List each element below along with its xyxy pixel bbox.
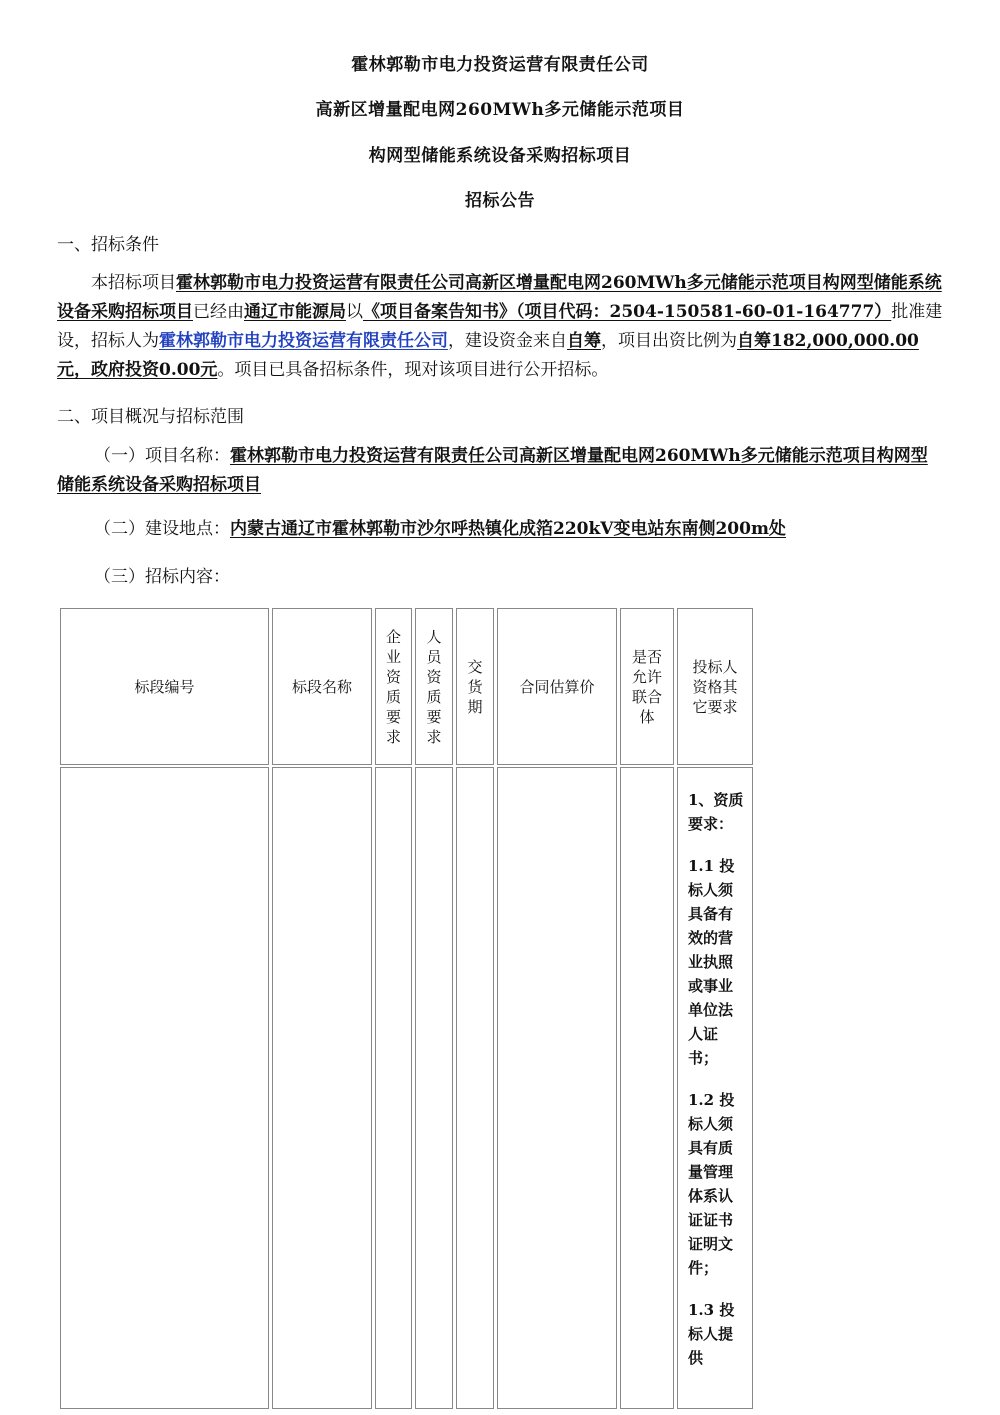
cell-estimated-price: [497, 767, 617, 1409]
col-header-other-requirements: 投标人资格其它要求: [677, 608, 753, 765]
tenderer-link[interactable]: 霍林郭勒市电力投资运营有限责任公司: [159, 331, 448, 351]
item-value: 内蒙古通辽市霍林郭勒市沙尔呼热镇化成箔220kV变电站东南侧200m处: [230, 519, 786, 539]
para-text: 本招标项目: [91, 273, 176, 293]
cell-other-requirements: [677, 767, 753, 1409]
col-header-delivery-period: 交货期: [456, 608, 494, 765]
col-header-consortium-allowed: 是否允许联合体: [620, 608, 674, 765]
requirement-item: 1.2 投标人须具有质量管理体系认证证书证明文件；: [688, 1091, 735, 1277]
project-name-item: [57, 442, 944, 500]
para-text: 批准建设，招标人为: [57, 302, 943, 351]
location-item: [57, 515, 944, 544]
col-header-estimated-price: 合同估算价: [497, 608, 617, 765]
funding-ratio: 自筹182,000,000.00元，政府投资0.00元: [57, 331, 919, 380]
col-header-lot-name: 标段名称: [272, 608, 372, 765]
cell-enterprise-qualification: [375, 767, 412, 1409]
cell-lot-name: [272, 767, 372, 1409]
table-row: [60, 767, 753, 1409]
requirement-item: 1.3 投标人提供: [688, 1301, 735, 1367]
tender-content-table: [57, 606, 756, 1411]
tender-conditions-paragraph: [57, 269, 944, 385]
col-header-enterprise-qualification: 企业资质要求: [375, 608, 412, 765]
para-text: ，项目出资比例为: [601, 331, 737, 351]
requirement-item: 1.1 投标人须具备有效的营业执照或事业单位法人证书；: [688, 857, 735, 1067]
project-name: 霍林郭勒市电力投资运营有限责任公司高新区增量配电网260MWh多元储能示范项目构网型储能系统设备采购招标项目: [57, 273, 942, 322]
requirement-heading: 1、资质要求：: [688, 791, 744, 833]
approval-authority: 通辽市能源局: [244, 302, 346, 322]
para-text: 已经由: [193, 302, 244, 322]
item-value: 霍林郭勒市电力投资运营有限责任公司高新区增量配电网260MWh多元储能示范项目构网型储能系统设备采购招标项目: [57, 446, 928, 495]
item-label: （一）项目名称：: [94, 446, 230, 466]
tender-content-label: （三）招标内容：: [94, 567, 230, 587]
table-header-row: [60, 608, 753, 765]
cell-consortium-allowed: [620, 767, 674, 1409]
section-heading-overview: 二、项目概况与招标范围: [57, 407, 244, 427]
doc-title-line4: 招标公告: [465, 191, 535, 211]
doc-title-line3: 构网型储能系统设备采购招标项目: [368, 146, 632, 166]
doc-title-line1: 霍林郭勒市电力投资运营有限责任公司: [351, 55, 649, 75]
fund-source: 自筹: [567, 331, 601, 351]
para-text: 。项目已具备招标条件，现对该项目进行公开招标。: [217, 360, 609, 380]
cell-personnel-qualification: [415, 767, 453, 1409]
cell-lot-number: [60, 767, 269, 1409]
section-heading-conditions: 一、招标条件: [57, 235, 159, 255]
col-header-lot-number: 标段编号: [60, 608, 269, 765]
col-header-personnel-qualification: 人员资质要求: [415, 608, 453, 765]
cell-delivery-period: [456, 767, 494, 1409]
para-text: ，建设资金来自: [448, 331, 567, 351]
doc-title-line2: 高新区增量配电网260MWh多元储能示范项目: [315, 100, 685, 120]
approval-document: 《项目备案告知书》（项目代码：2504-150581-60-01-164777）: [363, 302, 892, 322]
item-label: （二）建设地点：: [94, 519, 230, 539]
para-text: 以: [346, 302, 363, 322]
